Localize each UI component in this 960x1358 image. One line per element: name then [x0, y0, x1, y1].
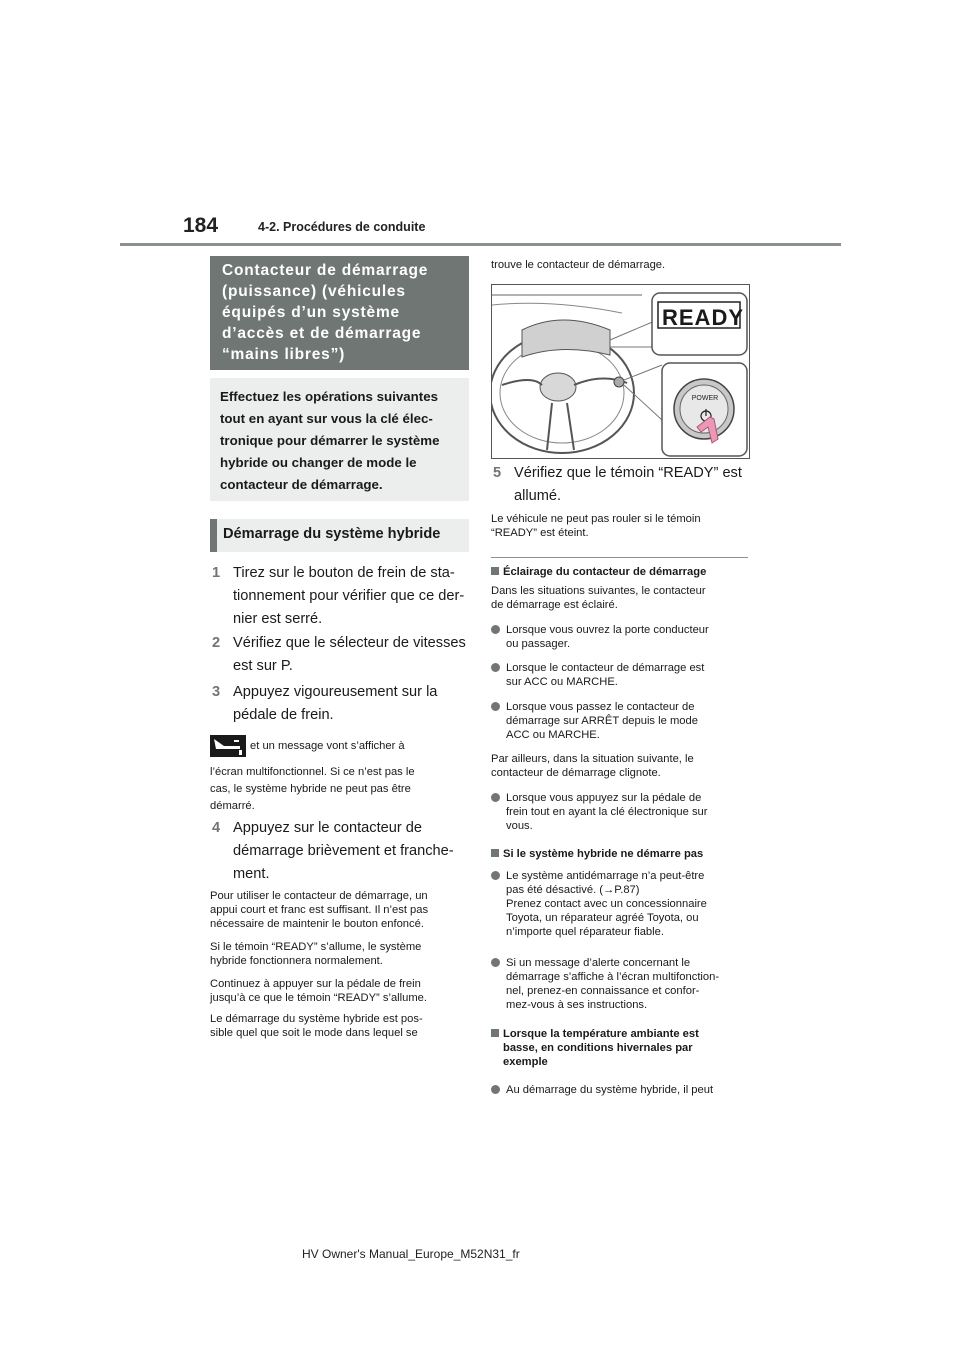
step-5: 5 Vérifiez que le témoin “READY” est allumé. — [493, 465, 742, 504]
step-3: 3 Appuyez vigoureusement sur la pédale de frein. — [212, 684, 438, 723]
step-1: 1 Tirez sur le bouton de frein de sta- tionnement pour vérifier que ce der- nier est serré. — [212, 565, 465, 627]
sec-b-title: Si le système hybride ne démarre pas — [491, 847, 756, 861]
step-2: 2 Vérifiez que le sélecteur de vitesses est sur P. — [212, 635, 466, 674]
chapter-title: Contacteur de démarrage (puissance) (véhicules équipés d’un système d’accès et de démarrage “mains libres”) — [222, 262, 429, 363]
step-5-note: Le véhicule ne peut pas rouler si le témoin “READY” est éteint. — [491, 513, 701, 539]
section-divider — [491, 557, 748, 558]
bullet-dot-icon — [491, 1085, 500, 1094]
subheading-title: Démarrage du système hybride — [223, 526, 441, 542]
continuation-text: trouve le contacteur de démarrage. — [491, 259, 666, 271]
note-icon-line-1: et un message vont s’afficher à — [250, 740, 405, 752]
footer-text: HV Owner's Manual_Europe_M52N31_fr — [302, 1247, 520, 1261]
step-4: 4 Appuyez sur le contacteur de démarrage brièvement et franche- ment. — [212, 820, 454, 882]
subheading-bar — [210, 519, 217, 552]
bullet-dot-icon — [491, 793, 500, 802]
sec-a-title: Éclairage du contacteur de démarrage — [491, 565, 756, 579]
sec-a-mid: Par ailleurs, dans la situation suivante, le contacteur de démarrage clignote. — [491, 753, 694, 779]
sec-b-bullet-2: Si un message d’alerte concernant le démarrage s’affiche à l’écran multifonction- nel, prenez-en connaissance et confor- mez-vous à ses instructions. — [491, 956, 756, 1014]
sec-c-bullet-1: Au démarrage du système hybride, il peut — [491, 1083, 756, 1099]
square-bullet-icon — [491, 1029, 499, 1037]
sec-a-intro: Dans les situations suivantes, le contacteur de démarrage est éclairé. — [491, 585, 706, 611]
square-bullet-icon — [491, 567, 499, 575]
bullet-dot-icon — [491, 625, 500, 634]
note-icon-rest: l’écran multifonctionnel. Si ce n’est pas le cas, le système hybride ne peut pas être démarré. — [210, 766, 415, 812]
power-button-label: POWER — [691, 395, 719, 402]
bullet-dot-icon — [491, 702, 500, 711]
ready-indicator-label: READY — [662, 305, 745, 330]
square-bullet-icon — [491, 849, 499, 857]
sec-a-bullet-1: Lorsque vous ouvrez la porte conducteur ou passager. — [491, 623, 756, 653]
para-2: Si le témoin “READY” s’allume, le système hybride fonctionnera normalement. — [210, 941, 422, 967]
para-1: Pour utiliser le contacteur de démarrage, un appui court et franc est suffisant. Il n’est pas nécessaire de maintenir le bouton enfoncé. — [210, 890, 429, 930]
para-4: Le démarrage du système hybride est pos- sible quel que soit le mode dans lequel se — [210, 1013, 423, 1039]
sec-b-bullet-1: Le système antidémarrage n’a peut-être pas été désactivé. (→P.87) Prenez contact avec un concessionnaire Toyota, un réparateur agréé Toyota, ou n’importe quel réparateur fiable. — [491, 869, 756, 941]
header-rule — [120, 243, 841, 246]
para-3: Continuez à appuyer sur la pédale de frein jusqu’à ce que le témoin “READY” s’allume. — [210, 978, 428, 1004]
bullet-dot-icon — [491, 663, 500, 672]
power-switch-illustration — [491, 284, 750, 459]
sec-a-bullet-4: Lorsque vous appuyez sur la pédale de frein tout en ayant la clé électronique sur vous. — [491, 791, 756, 835]
sec-a-bullet-2: Lorsque le contacteur de démarrage est sur ACC ou MARCHE. — [491, 661, 756, 691]
bullet-dot-icon — [491, 871, 500, 880]
sec-a-bullet-3: Lorsque vous passez le contacteur de démarrage sur ARRÊT depuis le mode ACC ou MARCHE. — [491, 700, 756, 744]
page-number: 184 — [183, 214, 219, 237]
bullet-dot-icon — [491, 958, 500, 967]
intro-text: Effectuez les opérations suivantes tout en ayant sur vous la clé élec- tronique pour démarrer le système hybride ou changer de mode le contacteur de démarrage. — [220, 389, 440, 492]
sec-c-title: Lorsque la température ambiante est basse, en conditions hivernales par exemple — [491, 1027, 756, 1069]
section-title: 4-2. Procédures de conduite — [258, 220, 426, 234]
brake-indicator-icon — [210, 735, 246, 757]
